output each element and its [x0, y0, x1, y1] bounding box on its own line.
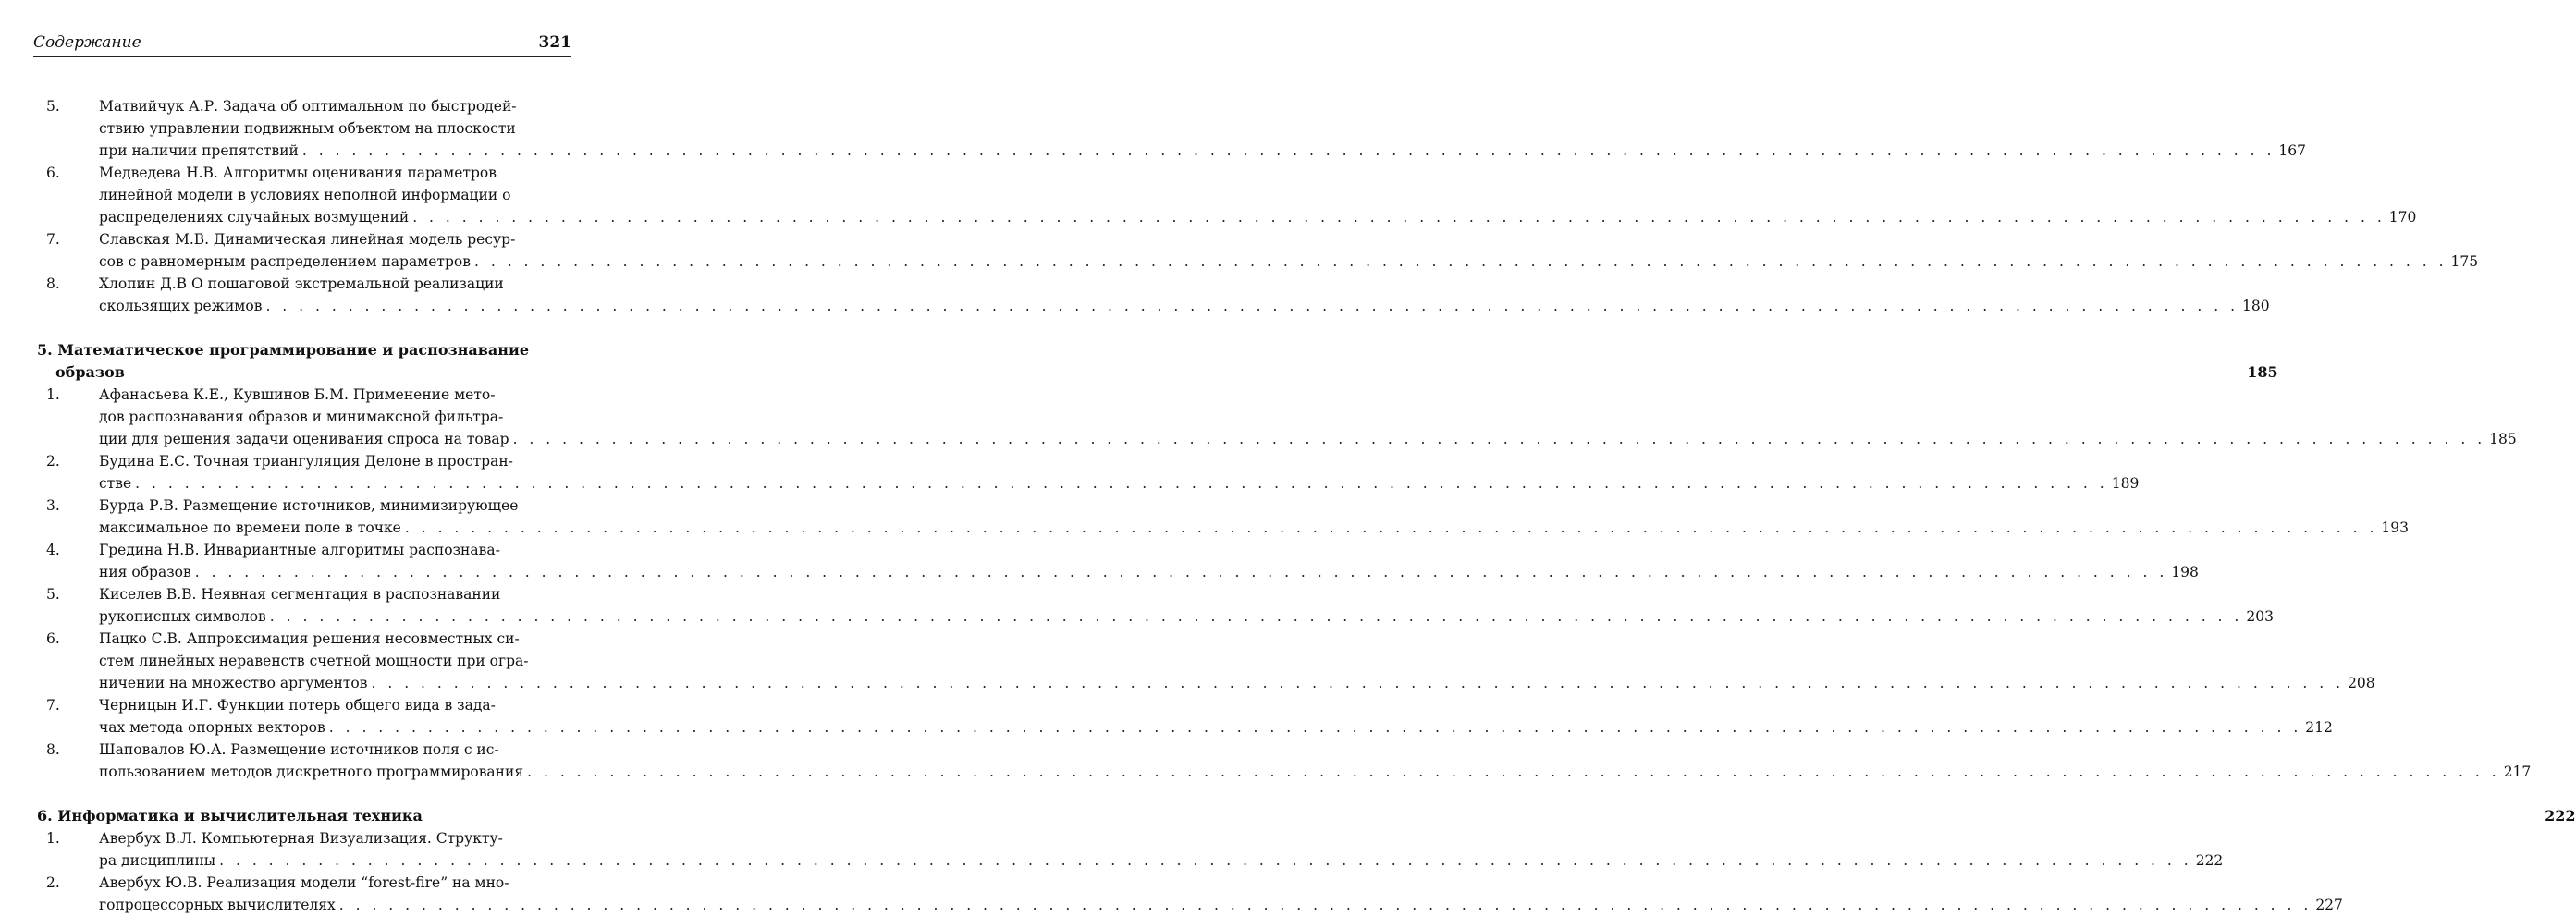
dot-leader: . . . . . . . . . . . . . . . . . . . . . . . . . . . . . . . . . . . . . . . . . . . . . . . . . . . . . . . . . . . . . . . . . . . . . . . . . . . . . . . . . . . . . . . . . . . . . . . . . . . . . . . . . . . . . . . . . . . . . . . .	[328, 719, 2302, 736]
entry-last-line	[99, 428, 2517, 450]
entry-page-number: 222	[2545, 807, 2576, 824]
entry-line: Черницын И.Г. Функции потерь общего вида в зада-	[99, 697, 496, 714]
entry-text	[99, 827, 2224, 872]
entry-title-end: 6. Информатика и вычислительная техника	[37, 807, 423, 824]
entry-last-line	[37, 361, 2278, 384]
entry-page-number: 180	[2242, 298, 2270, 314]
entry-text	[99, 628, 2375, 694]
entry-line: линейной модели в условиях неполной информации о	[99, 187, 511, 203]
entry-line: Славская М.В. Динамическая линейная модель ресур-	[99, 231, 516, 248]
entry-title-end: ции для решения задачи оценивания спроса на товар	[99, 431, 509, 447]
entry-text	[99, 162, 2417, 228]
entry-last-line	[99, 250, 2479, 273]
entry-title-end: гопроцессорных вычислителях	[99, 897, 336, 913]
entry-number: 8.	[46, 275, 60, 292]
entry-line: Хлопин Д.В О пошаговой экстремальной реализации	[99, 275, 504, 292]
entry-last-line	[99, 140, 2307, 162]
header-title: Содержание	[33, 33, 141, 52]
entry-last-line	[99, 894, 2343, 916]
entry-text	[99, 739, 2532, 783]
entry-text	[99, 228, 2479, 273]
entry-last-line	[99, 206, 2417, 228]
entry-number: 4.	[46, 542, 60, 558]
entry-page-number: 175	[2450, 253, 2479, 270]
entry-page-number: 198	[2171, 564, 2199, 580]
entry-line: Авербух Ю.В. Реализация модели “forest-fire” на мно-	[99, 874, 509, 891]
entry-last-line	[99, 517, 2410, 539]
dot-leader: . . . . . . . . . . . . . . . . . . . . . . . . . . . . . . . . . . . . . . . . . . . . . . . . . . . . . . . . . . . . . . . . . . . . . . . . . . . . . . . . . . . . . . . . . . . . . . . . . . . . . . . . . . . . . . . . . . . . . . . .	[301, 142, 2275, 159]
entry-line: Киселев В.В. Неявная сегментация в распознавании	[99, 586, 501, 603]
entry-number: 6.	[46, 630, 60, 647]
entry-line: Пацко С.В. Аппроксимация решения несовместных си-	[99, 630, 520, 647]
entry-title-end: ния образов	[99, 564, 191, 580]
entry-text	[99, 273, 2270, 317]
entry-title-end: сов с равномерным распределением параметров	[99, 253, 471, 270]
entry-line: Медведева Н.В. Алгоритмы оценивания параметров	[99, 165, 497, 181]
entry-number: 1.	[46, 830, 60, 847]
entry-last-line	[37, 805, 2576, 827]
entry-page-number: 212	[2305, 719, 2333, 736]
entry-text	[99, 539, 2199, 583]
entry-title-end: чах метода опорных векторов	[99, 719, 325, 736]
entry-title-end: пользованием методов дискретного программирования	[99, 763, 524, 780]
entry-line: стем линейных неравенств счетной мощности при огра-	[99, 653, 529, 669]
dot-leader: . . . . . . . . . . . . . . . . . . . . . . . . . . . . . . . . . . . . . . . . . . . . . . . . . . . . . . . . . . . . . . . . . . . . . . . . . . . . . . . . . . . . . . . . . . . . . . . . . . . . . . . . . . . . . . . . . . . . . . . .	[265, 298, 2239, 314]
header-page-number: 321	[538, 33, 571, 52]
dot-leader: . . . . . . . . . . . . . . . . . . . . . . . . . . . . . . . . . . . . . . . . . . . . . . . . . . . . . . . . . . . . . . . . . . . . . . . . . . . . . . . . . . . . . . . . . . . . . . . . . . . . . . . . . . . . . . . . . . . . . . . .	[338, 897, 2312, 913]
entry-number: 5.	[46, 586, 60, 603]
entry-page-number: 185	[2247, 363, 2278, 381]
entry-page-number: 203	[2246, 608, 2274, 625]
entry-number: 1.	[46, 386, 60, 403]
dot-leader: . . . . . . . . . . . . . . . . . . . . . . . . . . . . . . . . . . . . . . . . . . . . . . . . . . . . . . . . . . . . . . . . . . . . . . . . . . . . . . . . . . . . . . . . . . . . . . . . . . . . . . . . . . . . . . . . . . . . . . . .	[269, 608, 2243, 625]
entry-title-end: скользящих режимов	[99, 298, 263, 314]
entry-text	[99, 583, 2274, 628]
entry-number: 8.	[46, 741, 60, 758]
entry-number: 5.	[46, 98, 60, 115]
dot-leader: . . . . . . . . . . . . . . . . . . . . . . . . . . . . . . . . . . . . . . . . . . . . . . . . . . . . . . . . . . . . . . . . . . . . . . . . . . . . . . . . . . . . . . . . . . . . . . . . . . . . . . . . . . . . . . . . . . . . . . . .	[135, 475, 2108, 492]
entry-last-line	[99, 605, 2274, 628]
running-header	[33, 28, 571, 54]
dot-leader: . . . . . . . . . . . . . . . . . . . . . . . . . . . . . . . . . . . . . . . . . . . . . . . . . . . . . . . . . . . . . . . . . . . . . . . . . . . . . . . . . . . . . . . . . . . . . . . . . . . . . . . . . . . . . . . . . . . . . . . .	[219, 852, 2192, 869]
dot-leader: . . . . . . . . . . . . . . . . . . . . . . . . . . . . . . . . . . . . . . . . . . . . . . . . . . . . . . . . . . . . . . . . . . . . . . . . . . . . . . . . . . . . . . . . . . . . . . . . . . . . . . . . . . . . . . . . . . . . . . . .	[512, 431, 2486, 447]
entry-page-number: 167	[2278, 142, 2307, 159]
dot-leader: . . . . . . . . . . . . . . . . . . . . . . . . . . . . . . . . . . . . . . . . . . . . . . . . . . . . . . . . . . . . . . . . . . . . . . . . . . . . . . . . . . . . . . . . . . . . . . . . . . . . . . . . . . . . . . . . . . . . . . . .	[404, 519, 2378, 536]
dot-leader: . . . . . . . . . . . . . . . . . . . . . . . . . . . . . . . . . . . . . . . . . . . . . . . . . . . . . . . . . . . . . . . . . . . . . . . . . . . . . . . . . . . . . . . . . . . . . . . . . . . . . . . . . . . . . . . . . . . . . . . .	[473, 253, 2447, 270]
entry-last-line	[99, 849, 2224, 872]
entry-number: 2.	[46, 874, 60, 891]
entry-last-line	[99, 561, 2199, 583]
entry-line: Авербух В.Л. Компьютерная Визуализация. Структу-	[99, 830, 503, 847]
entry-line: Матвийчук А.Р. Задача об оптимальном по быстродей-	[99, 98, 517, 115]
entry-text	[99, 450, 2140, 495]
section-title-line: 5. Математическое программирование и распознавание	[37, 341, 530, 359]
dot-leader: . . . . . . . . . . . . . . . . . . . . . . . . . . . . . . . . . . . . . . . . . . . . . . . . . . . . . . . . . . . . . . . . . . . . . . . . . . . . . . . . . . . . . . . . . . . . . . . . . . . . . . . . . . . . . . . . . . . . . . . .	[371, 675, 2345, 691]
entry-line: Будина Е.С. Точная триангуляция Делоне в простран-	[99, 453, 513, 470]
entry-line: Афанасьева К.Е., Кувшинов Б.М. Применение мето-	[99, 386, 496, 403]
entry-number: 7.	[46, 231, 60, 248]
entry-last-line	[99, 761, 2532, 783]
entry-line: Гредина Н.В. Инвариантные алгоритмы распознава-	[99, 542, 500, 558]
header-rule	[33, 56, 571, 57]
entry-text	[99, 495, 2410, 539]
entry-line: дов распознавания образов и минимаксной фильтра-	[99, 409, 504, 425]
entry-page-number: 185	[2489, 431, 2517, 447]
entry-number: 7.	[46, 697, 60, 714]
entry-page-number: 193	[2381, 519, 2410, 536]
section-heading-5	[37, 339, 2278, 384]
entry-page-number: 208	[2348, 675, 2375, 691]
section-heading-6	[37, 805, 2576, 827]
dot-leader: . . . . . . . . . . . . . . . . . . . . . . . . . . . . . . . . . . . . . . . . . . . . . . . . . . . . . . . . . . . . . . . . . . . . . . . . . . . . . . . . . . . . . . . . . . . . . . . . . . . . . . . . . . . . . . . . . . . . . . . .	[412, 209, 2386, 226]
entry-title-end: стве	[99, 475, 132, 492]
entry-title-end: образов	[55, 363, 125, 381]
entry-last-line	[99, 672, 2375, 694]
entry-page-number: 189	[2111, 475, 2140, 492]
entry-page-number: 217	[2503, 763, 2532, 780]
entry-title-end: ра дисциплины	[99, 852, 216, 869]
entry-last-line	[99, 295, 2270, 317]
entry-text	[99, 95, 2307, 162]
entry-title-end: максимальное по времени поле в точке	[99, 519, 401, 536]
entry-title-end: распределениях случайных возмущений	[99, 209, 410, 226]
entry-page-number: 227	[2315, 897, 2343, 913]
entry-title-end: при наличии препятствий	[99, 142, 299, 159]
entry-number: 6.	[46, 165, 60, 181]
entry-number: 2.	[46, 453, 60, 470]
entry-number: 3.	[46, 497, 60, 514]
entry-text	[99, 872, 2343, 916]
entry-last-line	[99, 472, 2140, 495]
entry-line: Шаповалов Ю.А. Размещение источников поля с ис-	[99, 741, 499, 758]
entry-page-number: 170	[2388, 209, 2417, 226]
entry-line: Бурда Р.В. Размещение источников, минимизирующее	[99, 497, 519, 514]
entry-text	[99, 384, 2517, 450]
dot-leader: . . . . . . . . . . . . . . . . . . . . . . . . . . . . . . . . . . . . . . . . . . . . . . . . . . . . . . . . . . . . . . . . . . . . . . . . . . . . . . . . . . . . . . . . . . . . . . . . . . . . . . . . . . . . . . . . . . . . . . . .	[194, 564, 2168, 580]
entry-line: ствию управлении подвижным объектом на плоскости	[99, 120, 516, 137]
dot-leader: . . . . . . . . . . . . . . . . . . . . . . . . . . . . . . . . . . . . . . . . . . . . . . . . . . . . . . . . . . . . . . . . . . . . . . . . . . . . . . . . . . . . . . . . . . . . . . . . . . . . . . . . . . . . . . . . . . . . . . . .	[527, 763, 2500, 780]
entry-page-number: 222	[2195, 852, 2224, 869]
entry-title-end: рукописных символов	[99, 608, 266, 625]
entry-text	[99, 694, 2333, 739]
entry-title-end: ничении на множество аргументов	[99, 675, 368, 691]
entry-last-line	[99, 716, 2333, 739]
